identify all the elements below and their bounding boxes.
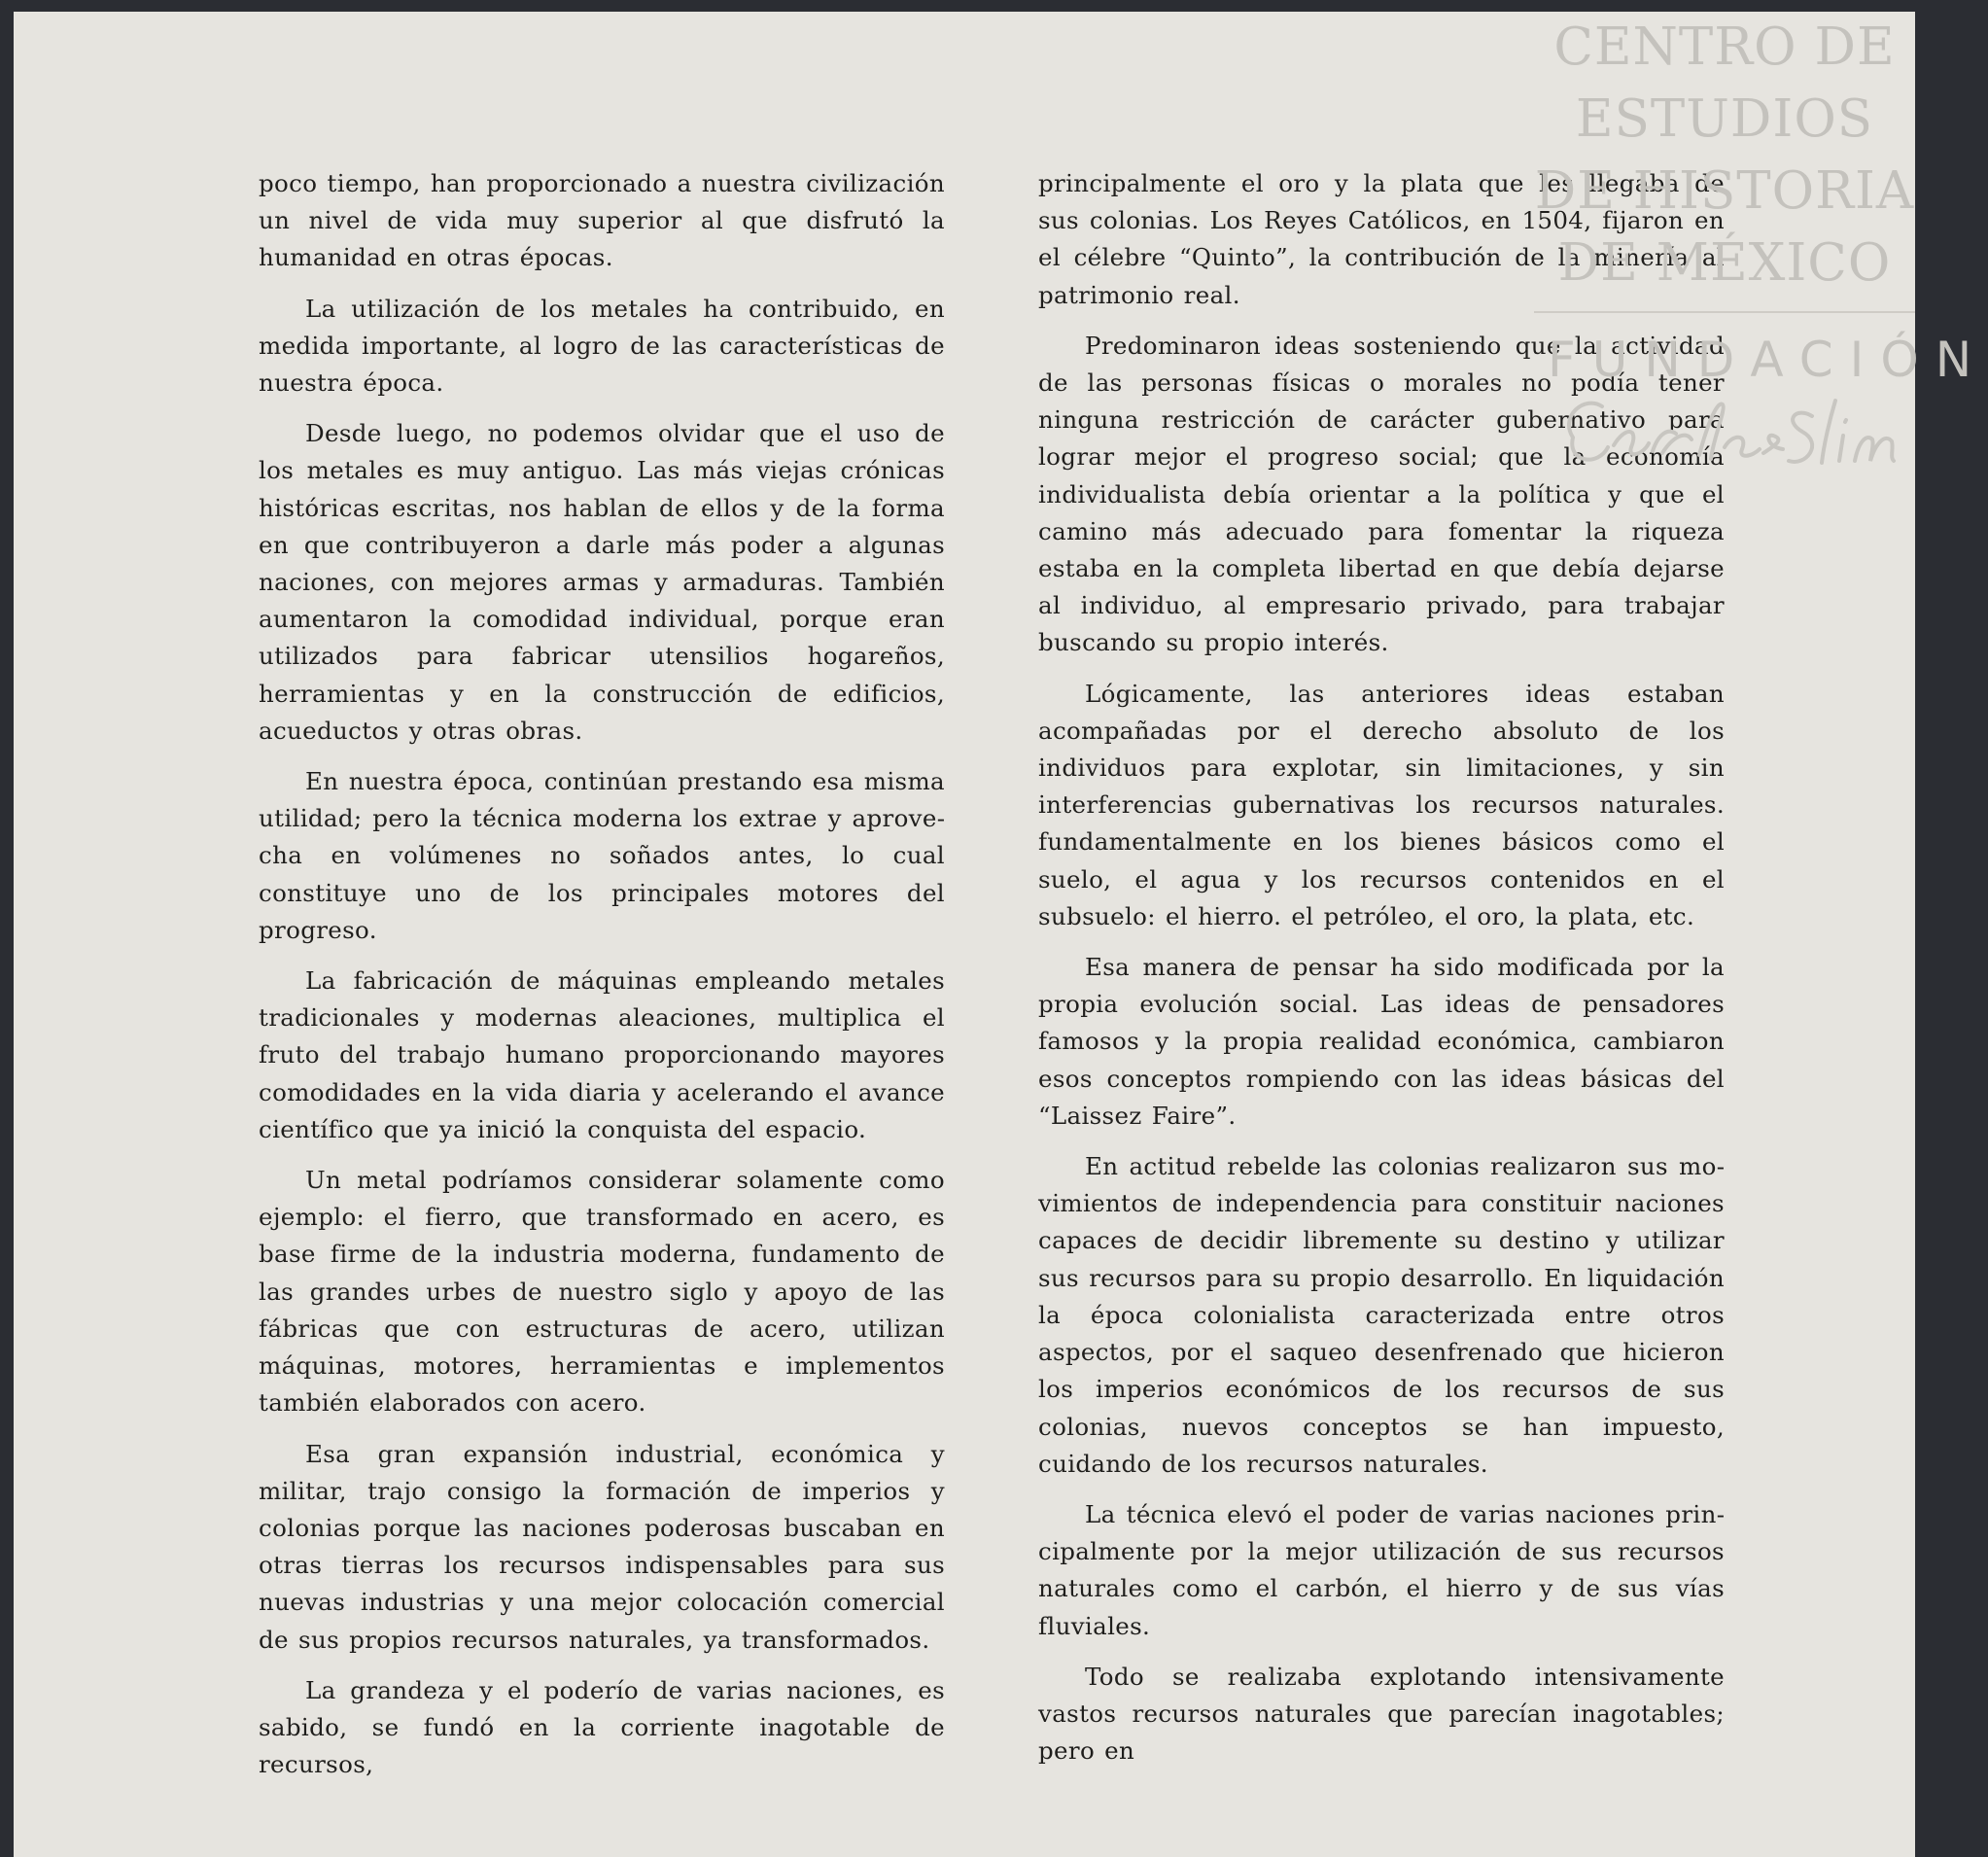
paragraph: La grandeza y el poderío de varias naciones, es sabido, se fundó en la corriente inagotable de recursos, <box>259 1675 945 1779</box>
paragraph: Todo se realizaba explotando intensivamente vastos recursos naturales que parecían inagotables; pero en <box>1038 1662 1725 1766</box>
paragraph: Esa manera de pensar ha sido modificada por la propia evolución social. Las ideas de pensadores famosos y la propia realidad económica, cambiaron esos conceptos rompiendo con las ideas básicas del “Laissez Faire”. <box>1038 953 1725 1130</box>
watermark-institution-line: DE HISTORIA <box>1534 161 1915 221</box>
paragraph: La fabricación de máquinas empleando metales tradicionales y modernas aleaciones, multiplica el fruto del trabajo humano proporcionando mayores comodidades en la vida diaria y acelerando el avance científico que ya inició la conquista del espacio. <box>259 966 945 1143</box>
paragraph: Un metal podríamos considerar solamente como ejemplo: el fierro, que transformado en acero, es base firme de la industria moderna, fundamento de las grandes urbes de nuestro siglo y apoyo de las fábricas que con estructuras de acero, utilizan máquinas, motores, herramientas e implementos también elaborados con acero. <box>259 1166 945 1418</box>
paragraph: Esa gran expansión industrial, económica y militar, trajo consigo la formación de imperios y colonias porque las naciones poderosas buscaban en otras tierras los recursos indispensables para sus nuevas industrias y una mejor colocación comercial de sus propios recursos naturales, ya transformados. <box>259 1439 945 1654</box>
paragraph: poco tiempo, han proporcionado a nuestra civilización un nivel de vida muy superior al que disfrutó la humanidad en otras épocas. <box>259 169 945 272</box>
paragraph: principalmente el oro y la plata que les llegaba de sus colonias. Los Reyes Católicos, en 1504, fijaron en el célebre “Quinto”, la contribución de la minería al patrimonio real. <box>1038 169 1725 309</box>
paragraph: En nuestra época, continúan prestando esa misma utilidad; pero la técnica moderna los extrae y aprovecha en volúmenes no soñados antes, lo cual constituye uno de los principales motores del progreso. <box>259 767 945 944</box>
left-text-column <box>259 165 945 1797</box>
paragraph: Desde luego, no podemos olvidar que el uso de los metales es muy antiguo. Las más viejas crónicas históricas escritas, nos hablan de ellos y de la forma en que contribuyeron a darle más poder a algunas naciones, con mejores armas y armaduras. También aumentaron la comodidad individual, porque eran utilizados para fabricar utensilios hogareños, herramientas y en la construcción de edificios, acueductos y otras obras. <box>259 419 945 745</box>
watermark-institution-line: DE MÉXICO <box>1557 233 1892 293</box>
watermark-institution-line: CENTRO DE <box>1553 18 1896 77</box>
archive-watermark <box>1534 12 1988 498</box>
watermark-foundation: FUNDACIÓN <box>1548 332 1988 388</box>
paragraph: Predominaron ideas sosteniendo que la actividad de las personas físicas o morales no podía tener ninguna restricción de carácter gubernativo para lograr mejor el progreso social; que la economía individualista debía orientar a la política y que el camino más adecuado para fomentar la riqueza estaba en la completa libertad en que debía dejarse al individuo, al empresario privado, para trabajar buscando su propio interés. <box>1038 331 1725 657</box>
watermark-institution-line: ESTUDIOS <box>1575 89 1874 149</box>
watermark-divider <box>1534 311 1915 313</box>
paragraph: La utilización de los metales ha contribuido, en medida importante, al logro de las características de nuestra época. <box>259 294 945 398</box>
paragraph: En actitud rebelde las colonias realizaron sus movimientos de independencia para constituir naciones capaces de decidir libremente su destino y utilizar sus recursos para su propio desarrollo. En liquidación la época colonialista caracterizada entre otros aspectos, por el saqueo desenfrenado que hicieron los imperios económicos de los recursos de sus colonias, nuevos conceptos se han impuesto, cuidando de los recursos naturales. <box>1038 1152 1725 1478</box>
paragraph: La técnica elevó el poder de varias naciones principalmente por la mejor utilización de sus recursos naturales como el carbón, el hierro y de sus vías fluviales. <box>1038 1499 1725 1640</box>
watermark-signature <box>1534 377 1915 484</box>
paragraph: Lógicamente, las anteriores ideas estaban acompañadas por el derecho absoluto de los individuos para explotar, sin limitaciones, y sin interferencias gubernativas los recursos naturales. fundamentalmente en los bienes básicos como el suelo, el agua y los recursos contenidos en el subsuelo: el hierro. el petróleo, el oro, la plata, etc. <box>1038 679 1725 930</box>
